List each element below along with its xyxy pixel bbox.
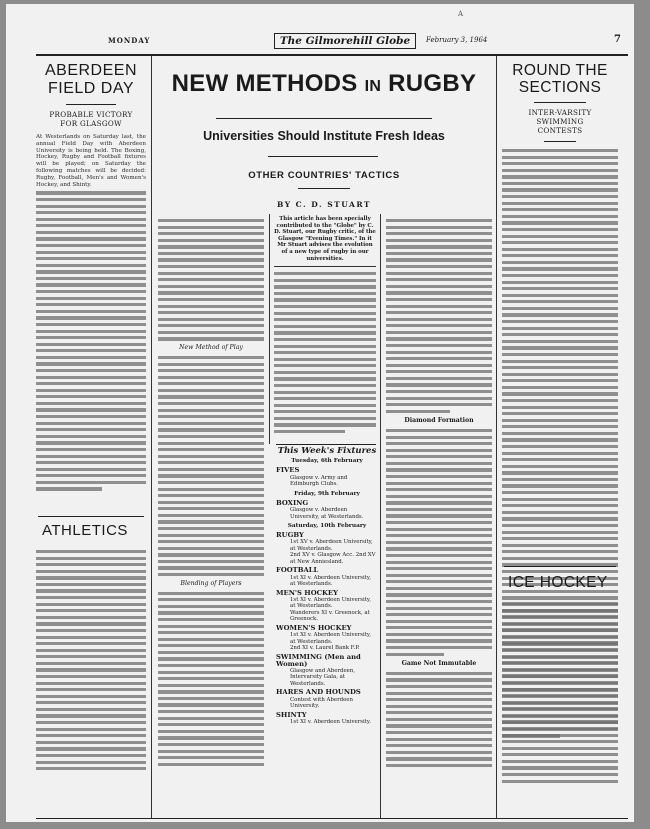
top-mark: A bbox=[458, 10, 464, 18]
newspaper-page bbox=[6, 4, 634, 822]
fixture-item: Glasgow v. Army and Edinburgh Clubs. bbox=[290, 474, 348, 488]
fixture-sport: SHINTY bbox=[276, 710, 307, 719]
fixture-sport: HARES AND HOUNDS bbox=[276, 688, 361, 697]
fixture-item: Contest with Aberdeen University. bbox=[290, 696, 353, 710]
column-rule-left bbox=[151, 56, 152, 818]
fixtures-title: This Week's Fixtures bbox=[277, 446, 377, 456]
ice-hockey-body-text bbox=[502, 602, 618, 783]
header-day: MONDAY bbox=[108, 36, 151, 45]
tactics-subhead: OTHER COUNTRIES' TACTICS bbox=[248, 170, 400, 181]
masthead: The Gilmorehill Globe bbox=[274, 33, 416, 49]
athletics-headline: ATHLETICS bbox=[42, 522, 128, 539]
aberdeen-headline: ABERDEEN FIELD DAY bbox=[44, 62, 138, 97]
page-bottom-rule bbox=[36, 818, 628, 819]
main-headline bbox=[156, 70, 492, 101]
column-2-body-text bbox=[274, 272, 376, 433]
fixture-item: 1st XI v. Aberdeen University, at Westerlands. bbox=[290, 574, 371, 588]
ice-hockey-article bbox=[502, 574, 618, 786]
tactics-rule bbox=[298, 188, 350, 189]
aberdeen-subhead: PROBABLE VICTORY FOR GLASGOW bbox=[49, 110, 133, 128]
round-subhead: INTER-VARSITY SWIMMING CONTESTS bbox=[528, 108, 592, 135]
aberdeen-field-day-article bbox=[36, 62, 146, 494]
athletics-article bbox=[36, 522, 146, 774]
round-headline-rule bbox=[534, 102, 586, 103]
aberdeen-intro: At Westerlands on Saturday last, the annual Field Day with Aberdeen University is being held. The Boxing, Hockey, Rugby and Football fixtures will be played; on Saturday the following matches will be decided: Rugby, Football, Men's and Women's Hockey, and Shinty. bbox=[36, 134, 146, 188]
main-headline-part-a: NEW METHODS bbox=[171, 70, 365, 97]
column-rule-c1 bbox=[269, 214, 270, 444]
rugby-article-column-3 bbox=[386, 219, 492, 770]
ice-hockey-headline: ICE HOCKEY bbox=[508, 574, 608, 591]
editor-note: This article has been specially contributed to the "Globe" by C. D. Stuart, our Rugby critic, of the Glasgow "Evening Times." In it Mr Stuart advises the evolution of a new type of rugby in our universities. bbox=[274, 216, 376, 267]
aberdeen-body-text bbox=[36, 191, 146, 490]
athletics-body-text bbox=[36, 550, 146, 770]
fixture-date: Tuesday, 6th February bbox=[291, 458, 363, 465]
fixture-sport: MEN'S HOCKEY bbox=[276, 588, 338, 597]
fixture-item: 1st XI v. Aberdeen University. bbox=[290, 718, 371, 725]
main-headline-rule bbox=[216, 118, 432, 119]
aberdeen-headline-rule bbox=[66, 104, 116, 105]
rugby-article-column-1 bbox=[158, 219, 264, 769]
fixture-date: Saturday, 10th February bbox=[287, 523, 367, 530]
fixture-item: 1st XV v. Aberdeen University, at Westerlands. bbox=[290, 539, 373, 552]
fixture-item: 2nd XI v. Laurel Bank F.P. bbox=[290, 645, 360, 652]
rugby-article-column-2 bbox=[274, 216, 376, 437]
ice-hockey-top-rule bbox=[504, 566, 616, 567]
main-subhead: Universities Should Institute Fresh Ideas bbox=[203, 129, 445, 143]
fixture-sport: RUGBY bbox=[276, 531, 304, 540]
subhead-diamond: Diamond Formation bbox=[404, 416, 474, 424]
fixture-sport: SWIMMING (Men and Women) bbox=[276, 652, 361, 668]
subhead-blending: Blending of Players bbox=[180, 579, 242, 587]
fixture-sport: BOXING bbox=[276, 498, 309, 507]
fixture-sport: WOMEN'S HOCKEY bbox=[276, 623, 352, 632]
fixture-item: 1st XI v. Aberdeen University, at Westerlands. bbox=[290, 632, 371, 645]
fixture-item: 1st XI v. Aberdeen University, at Westerlands. bbox=[290, 596, 371, 610]
main-headline-part-b: RUGBY bbox=[381, 70, 477, 97]
column-rule-right bbox=[496, 56, 497, 818]
fixture-sport: FIVES bbox=[276, 466, 300, 475]
subhead-game: Game Not Immutable bbox=[401, 659, 477, 667]
fixture-item: 2nd XV v. Glasgow Acc. 2nd XV at New Anniesland. bbox=[290, 552, 376, 565]
round-subhead-rule bbox=[544, 141, 576, 142]
byline: BY C. D. STUART bbox=[277, 200, 371, 209]
main-headline-in: IN bbox=[364, 78, 382, 95]
round-headline: ROUND THE SECTIONS bbox=[512, 62, 608, 96]
header-date: February 3, 1964 bbox=[426, 36, 488, 44]
subhead-new-method: New Method of Play bbox=[179, 343, 243, 351]
page-header bbox=[36, 32, 626, 50]
fixture-date: Friday, 9th February bbox=[294, 490, 360, 497]
fixture-item: Wanderers XI v. Greenock, at Greenock. bbox=[290, 609, 370, 623]
fixtures-box bbox=[276, 448, 378, 725]
fixture-item: Glasgow v. Aberdeen University, at Westerlands. bbox=[290, 507, 364, 520]
fixture-sport: FOOTBALL bbox=[276, 566, 319, 575]
header-rule bbox=[36, 54, 628, 56]
fixtures-top-rule bbox=[276, 444, 376, 445]
page-number: 7 bbox=[614, 34, 621, 45]
fixture-item: Glasgow and Aberdeen, Intervarsity Gala, at Westerlands. bbox=[290, 667, 356, 687]
athletics-top-rule bbox=[38, 516, 144, 517]
subhead-rule bbox=[268, 156, 378, 157]
column-rule-c2 bbox=[380, 214, 381, 818]
